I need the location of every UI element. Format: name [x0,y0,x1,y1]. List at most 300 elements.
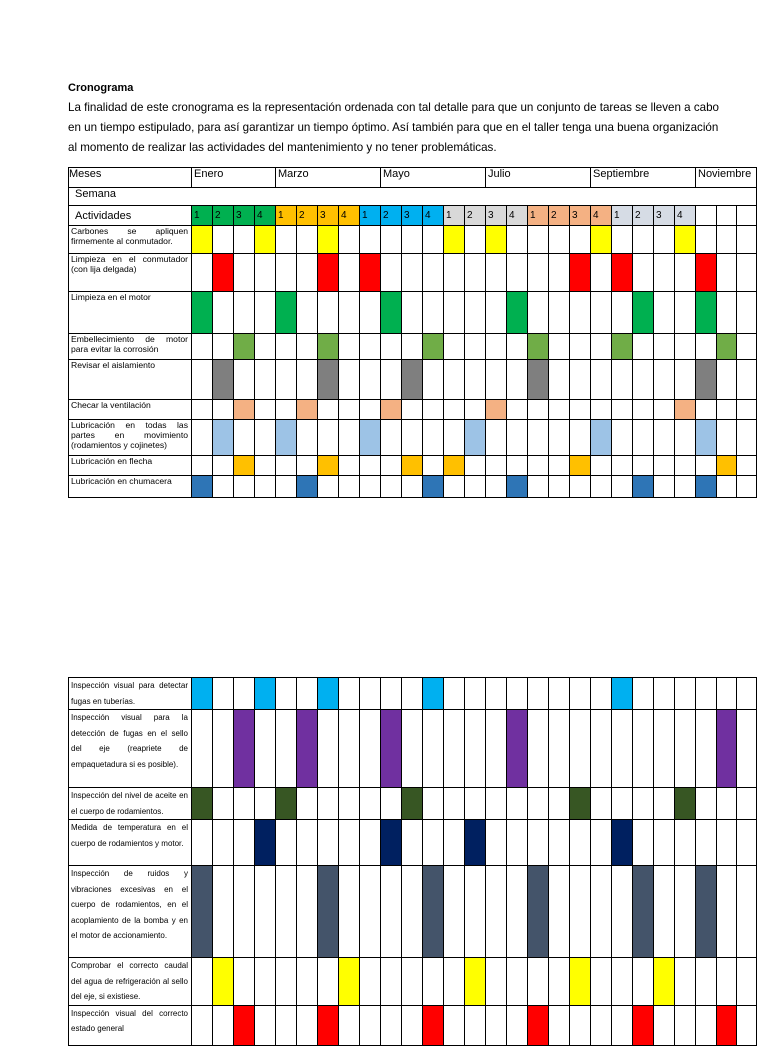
scheduled-mark [654,958,674,1005]
schedule-cell [612,678,633,710]
schedule-cell [360,1005,381,1045]
schedule-cell [737,1005,757,1045]
schedule-cell [465,226,486,254]
schedule-cell [234,360,255,400]
schedule-cell [423,476,444,498]
schedule-cell [234,476,255,498]
schedule-cell [591,820,612,866]
schedule-cell [696,334,717,360]
activity-row [69,254,757,292]
schedule-cell [570,678,591,710]
activity-label: Lubricación en flecha [69,456,192,476]
schedule-cell [737,866,757,958]
week-number-cell: 1 [360,206,381,226]
activity-row [69,292,757,334]
schedule-cell [339,400,360,420]
week-number-cell: 2 [465,206,486,226]
schedule-cell [465,866,486,958]
activity-row [69,820,757,866]
scheduled-mark [402,788,422,819]
schedule-cell [654,254,675,292]
schedule-cell [234,292,255,334]
schedule-cell [360,420,381,456]
scheduled-mark [423,866,443,957]
schedule-cell [717,420,737,456]
schedule-cell [255,788,276,820]
schedule-cell [255,1005,276,1045]
schedule-cell [255,420,276,456]
schedule-cell [570,710,591,788]
schedule-cell [696,788,717,820]
scheduled-mark [318,334,338,359]
schedule-cell [276,678,297,710]
week-number-cell: 2 [297,206,318,226]
schedule-cell [675,360,696,400]
schedule-cell [465,710,486,788]
week-number-cell: 4 [675,206,696,226]
schedule-cell [528,820,549,866]
scheduled-mark [213,254,233,291]
schedule-cell [528,360,549,400]
schedule-cell [591,710,612,788]
activity-label: Inspección visual para detectar fugas en tuberías. [69,678,192,710]
schedule-cell [507,476,528,498]
activity-label: Embellecimiento de motor para evitar la corrosión [69,334,192,360]
schedule-cell [192,476,213,498]
schedule-cell [570,226,591,254]
schedule-cell [675,958,696,1006]
schedule-cell [339,292,360,334]
schedule-cell [297,254,318,292]
schedule-cell [318,866,339,958]
activity-label: Comprobar el correcto caudal del agua de refrigeración al sello del eje, si existiese. [69,958,192,1006]
schedule-cell [633,958,654,1006]
schedule-cell [486,334,507,360]
schedule-cell [213,678,234,710]
schedule-cell [486,866,507,958]
week-number-cell: 1 [444,206,465,226]
schedule-cell [528,456,549,476]
schedule-cell [234,788,255,820]
schedule-cell [297,400,318,420]
schedule-cell [737,254,757,292]
schedule-cell [318,400,339,420]
schedule-cell [507,254,528,292]
schedule-cell [591,678,612,710]
schedule-cell [465,420,486,456]
schedule-cell [444,678,465,710]
schedule-cell [717,334,737,360]
scheduled-mark [696,254,716,291]
schedule-cell [696,292,717,334]
scheduled-mark [381,710,401,787]
schedule-cell [486,420,507,456]
schedule-cell [465,456,486,476]
schedule-cell [423,866,444,958]
schedule-cell [507,420,528,456]
week-number-cell: 1 [612,206,633,226]
scheduled-mark [717,334,736,359]
schedule-cell [507,334,528,360]
week-number-cell: 3 [570,206,591,226]
schedule-cell [717,788,737,820]
schedule-cell [297,866,318,958]
schedule-cell [570,476,591,498]
scheduled-mark [444,226,464,253]
scheduled-mark [255,226,275,253]
schedule-cell [507,678,528,710]
activity-label: Inspección visual para la detección de fugas en el sello del eje (reapriete de empaquetadura si es posible). [69,710,192,788]
scheduled-mark [276,292,296,333]
schedule-cell [444,958,465,1006]
schedule-cell [717,820,737,866]
activity-label: Limpieza en el conmutador (con lija delgada) [69,254,192,292]
schedule-cell [696,866,717,958]
scheduled-mark [276,788,296,819]
schedule-cell [612,820,633,866]
schedule-cell [402,254,423,292]
schedule-cell [444,360,465,400]
scheduled-mark [318,226,338,253]
schedule-cell [402,678,423,710]
schedule-cell [612,456,633,476]
week-number-cell [696,206,717,226]
scheduled-mark [696,420,716,455]
scheduled-mark [423,1006,443,1045]
schedule-cell [276,360,297,400]
schedule-cell [612,420,633,456]
schedule-cell [255,400,276,420]
activity-row [69,1005,757,1045]
schedule-cell [696,400,717,420]
scheduled-mark [570,788,590,819]
scheduled-mark [528,866,548,957]
schedule-cell [213,866,234,958]
schedule-cell [633,226,654,254]
schedule-cell [654,820,675,866]
schedule-cell [444,420,465,456]
schedule-cell [423,226,444,254]
schedule-cell [486,820,507,866]
schedule-cell [402,958,423,1006]
schedule-cell [549,958,570,1006]
schedule-cell [633,400,654,420]
schedule-cell [591,254,612,292]
schedule-cell [486,226,507,254]
scheduled-mark [318,360,338,399]
schedule-cell [444,226,465,254]
schedule-cell [297,678,318,710]
schedule-cell [444,788,465,820]
scheduled-mark [318,254,338,291]
schedule-cell [675,710,696,788]
schedule-cell [234,400,255,420]
schedule-cell [717,1005,737,1045]
schedule-cell [276,254,297,292]
schedule-cell [465,958,486,1006]
schedule-cell [737,334,757,360]
scheduled-mark [192,678,212,709]
schedule-cell [255,678,276,710]
schedule-cell [339,820,360,866]
schedule-cell [612,360,633,400]
schedule-cell [297,710,318,788]
activity-label: Medida de temperatura en el cuerpo de rodamientos y motor. [69,820,192,866]
schedule-cell [234,710,255,788]
activity-row [69,476,757,498]
schedule-cell [318,254,339,292]
schedule-cell [507,226,528,254]
schedule-cell [423,292,444,334]
week-number-cell: 4 [339,206,360,226]
schedule-cell [507,1005,528,1045]
scheduled-mark [591,420,611,455]
schedule-cell [297,958,318,1006]
schedule-cell [591,788,612,820]
schedule-cell [654,226,675,254]
schedule-cell [570,958,591,1006]
schedule-cell [465,292,486,334]
scheduled-mark [633,476,653,497]
schedule-cell [528,710,549,788]
scheduled-mark [570,254,590,291]
schedule-cell [213,360,234,400]
schedule-cell [654,360,675,400]
week-number-cell: 1 [528,206,549,226]
week-number-cell: 3 [486,206,507,226]
schedule-cell [507,360,528,400]
actividades-header: Actividades [69,206,192,226]
schedule-cell [360,788,381,820]
schedule-cell [402,226,423,254]
schedule-cell [675,476,696,498]
schedule-cell [612,254,633,292]
schedule-cell [633,788,654,820]
schedule-cell [444,334,465,360]
schedule-table-bottom [68,677,757,1046]
scheduled-mark [234,456,254,475]
schedule-cell [423,400,444,420]
schedule-cell [465,334,486,360]
month-julio: Julio [486,168,591,188]
schedule-cell [318,292,339,334]
schedule-cell [402,400,423,420]
schedule-cell [192,710,213,788]
scheduled-mark [213,958,233,1005]
schedule-cell [633,254,654,292]
schedule-cell [507,820,528,866]
schedule-cell [654,334,675,360]
scheduled-mark [696,360,716,399]
scheduled-mark [633,1006,653,1045]
schedule-cell [444,710,465,788]
schedule-cell [570,866,591,958]
scheduled-mark [633,866,653,957]
schedule-cell [549,334,570,360]
schedule-cell [528,958,549,1006]
scheduled-mark [486,400,506,419]
schedule-cell [737,710,757,788]
schedule-cell [633,292,654,334]
schedule-cell [192,678,213,710]
scheduled-mark [255,678,275,709]
schedule-cell [717,292,737,334]
schedule-cell [339,334,360,360]
schedule-cell [737,788,757,820]
scheduled-mark [507,292,527,333]
schedule-cell [633,820,654,866]
schedule-cell [570,1005,591,1045]
activity-row [69,456,757,476]
week-number-cell: 3 [654,206,675,226]
month-noviembre: Noviembre [696,168,757,188]
schedule-cell [276,226,297,254]
schedule-cell [549,1005,570,1045]
scheduled-mark [360,254,380,291]
schedule-cell [549,420,570,456]
activity-label: Inspección visual del correcto estado general [69,1005,192,1045]
semana-header: Semana [69,188,757,206]
schedule-cell [339,476,360,498]
scheduled-mark [612,334,632,359]
schedule-cell [402,420,423,456]
schedule-cell [507,456,528,476]
schedule-cell [423,254,444,292]
schedule-cell [402,360,423,400]
schedule-cell [654,710,675,788]
activity-label: Checar la ventilación [69,400,192,420]
schedule-cell [423,710,444,788]
schedule-cell [213,226,234,254]
schedule-cell [360,334,381,360]
schedule-cell [423,360,444,400]
schedule-cell [675,678,696,710]
schedule-cell [633,456,654,476]
schedule-cell [192,292,213,334]
schedule-cell [486,292,507,334]
schedule-cell [423,820,444,866]
scheduled-mark [528,334,548,359]
schedule-cell [339,710,360,788]
scheduled-mark [507,710,527,787]
schedule-cell [297,1005,318,1045]
activity-row [69,226,757,254]
schedule-cell [570,292,591,334]
schedule-cell [591,292,612,334]
schedule-cell [192,420,213,456]
schedule-cell [381,820,402,866]
schedule-cell [633,420,654,456]
schedule-cell [255,710,276,788]
schedule-cell [234,456,255,476]
activity-row [69,400,757,420]
schedule-cell [612,292,633,334]
schedule-cell [549,710,570,788]
schedule-cell [633,866,654,958]
month-marzo: Marzo [276,168,381,188]
schedule-cell [213,334,234,360]
scheduled-mark [192,476,212,497]
scheduled-mark [696,866,716,957]
activity-row [69,334,757,360]
schedule-cell [255,360,276,400]
schedule-cell [381,456,402,476]
schedule-cell [360,678,381,710]
scheduled-mark [213,360,233,399]
schedule-cell [612,226,633,254]
scheduled-mark [234,334,254,359]
schedule-cell [255,866,276,958]
schedule-cell [402,820,423,866]
schedule-cell [612,400,633,420]
scheduled-mark [297,476,317,497]
schedule-cell [255,292,276,334]
scheduled-mark [318,1006,338,1045]
activity-row [69,788,757,820]
schedule-cell [549,400,570,420]
month-enero: Enero [192,168,276,188]
schedule-cell [717,254,737,292]
schedule-cell [444,292,465,334]
schedule-cell [276,292,297,334]
schedule-cell [612,958,633,1006]
activity-row [69,958,757,1006]
scheduled-mark [423,476,443,497]
schedule-cell [318,678,339,710]
schedule-cell [737,226,757,254]
schedule-cell [339,678,360,710]
activity-label: Inspección del nivel de aceite en el cuerpo de rodamientos. [69,788,192,820]
scheduled-mark [528,1006,548,1045]
schedule-cell [318,334,339,360]
schedule-cell [318,1005,339,1045]
scheduled-mark [318,456,338,475]
schedule-cell [717,456,737,476]
schedule-cell [318,710,339,788]
schedule-cell [402,866,423,958]
schedule-cell [339,1005,360,1045]
activity-label: Limpieza en el motor [69,292,192,334]
scheduled-mark [318,678,338,709]
schedule-cell [507,958,528,1006]
scheduled-mark [381,292,401,333]
schedule-cell [444,254,465,292]
schedule-cell [717,400,737,420]
schedule-cell [360,456,381,476]
schedule-cell [213,1005,234,1045]
schedule-cell [465,788,486,820]
scheduled-mark [465,958,485,1005]
schedule-cell [570,420,591,456]
schedule-cell [234,958,255,1006]
scheduled-mark [465,820,485,865]
schedule-cell [381,710,402,788]
schedule-cell [255,254,276,292]
schedule-cell [675,420,696,456]
schedule-cell [654,292,675,334]
scheduled-mark [633,292,653,333]
schedule-cell [591,400,612,420]
schedule-cell [465,678,486,710]
schedule-cell [486,400,507,420]
schedule-cell [276,476,297,498]
schedule-cell [570,334,591,360]
week-number-cell [717,206,737,226]
schedule-cell [192,334,213,360]
schedule-cell [528,1005,549,1045]
month-septiembre: Septiembre [591,168,696,188]
scheduled-mark [276,420,296,455]
